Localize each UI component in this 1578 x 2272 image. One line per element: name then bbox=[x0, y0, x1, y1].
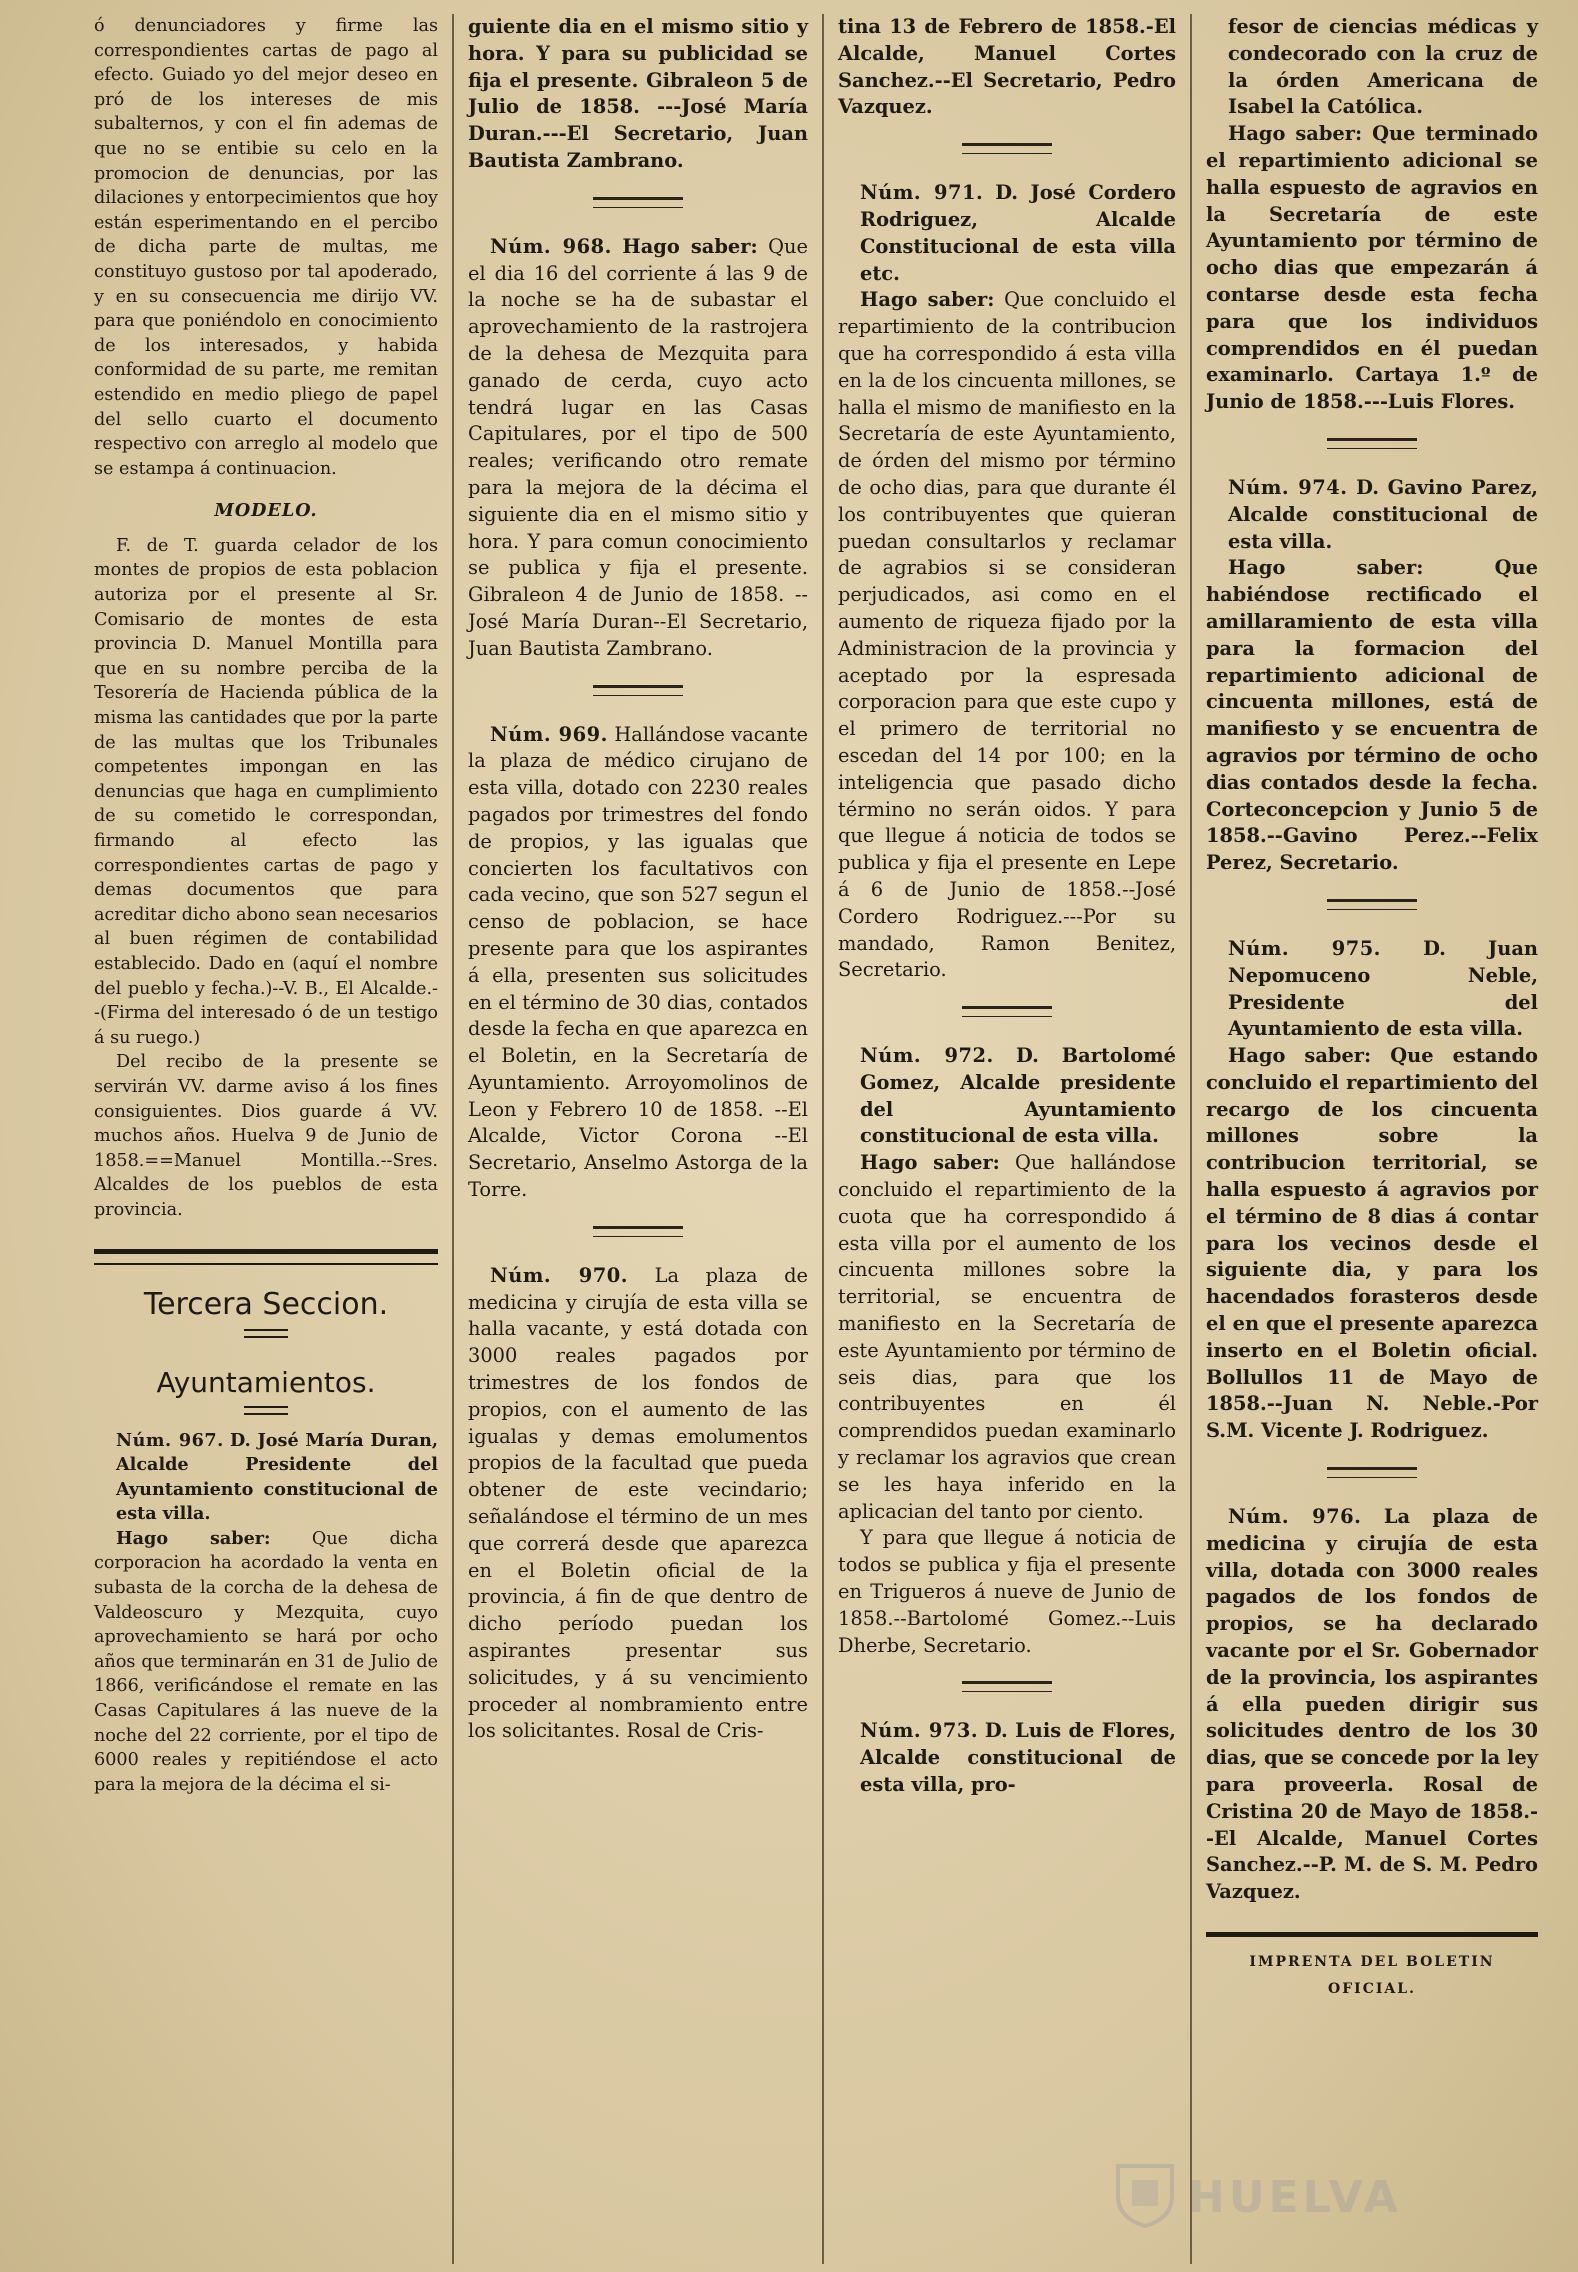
notice-976 bbox=[1206, 1504, 1538, 1906]
notice-number: Núm. 969. bbox=[490, 722, 608, 746]
notice-number: Núm. 971. bbox=[860, 181, 984, 205]
notice-number: Núm. 967. bbox=[116, 1429, 224, 1451]
separator bbox=[593, 1226, 683, 1237]
notice-issuer: D. Gavino Parez, Alcalde constitucional de esta villa. bbox=[1228, 475, 1538, 553]
hago-saber: Hago saber: bbox=[1228, 122, 1363, 146]
imprint: IMPRENTA DEL BOLETIN OFICIAL. bbox=[1206, 1932, 1538, 2003]
watermark-text: HUELVA bbox=[1188, 2172, 1402, 2223]
notice-number: Núm. 970. bbox=[490, 1263, 628, 1287]
section-title: Tercera Seccion. bbox=[143, 1286, 389, 1322]
hago-saber: Hago saber: bbox=[1228, 1044, 1372, 1068]
column-4 bbox=[1190, 14, 1552, 2264]
section-rule bbox=[94, 1249, 438, 1265]
separator bbox=[962, 143, 1052, 154]
notice-issuer: D. Juan Nepomuceno Neble, Presidente del Ayuntamiento de esta villa. bbox=[1228, 936, 1538, 1041]
notice-972 bbox=[838, 1043, 1176, 1659]
hago-saber: Hago saber: bbox=[860, 288, 995, 312]
separator bbox=[962, 1681, 1052, 1692]
notice-body: Que dicha corporacion ha acordado la venta en subasta de la corcha de la dehesa de Valdeoscuro y Mezquita, cuyo aprovechamiento se hará por ocho años que terminarán en 31 de Julio de 1866, verificándose el remate en las Casas Capitulares á las nueve de la noche del 22 corriente, por el tipo de 6000 reales y repitiéndose el acto para la mejora de la décima el si- bbox=[94, 1528, 439, 1795]
separator bbox=[593, 685, 683, 696]
notice-number: Núm. 968. bbox=[490, 234, 612, 258]
notice-number: Núm. 972. bbox=[860, 1044, 994, 1068]
notice-body: Que el dia 16 del corriente á las 9 de la noche se ha de subastar el aprovechamiento de la rastrojera de la dehesa de Mezquita para ganado de cerda, cuyo acto tendrá lugar en las Casas Capitulares, por el tipo de 500 reales; verificando otro remate para la mejora de la décima el siguiente dia en el mismo sitio y hora. Y para comun conocimiento se publica y fija el presente. Gibraleon 4 de Junio de 1858. --José María Duran--El Secretario, Juan Bautista Zambrano. bbox=[468, 234, 808, 660]
notice-968 bbox=[468, 234, 808, 663]
notice-issuer: D. José Cordero Rodriguez, Alcalde Constitucional de esta villa etc. bbox=[860, 181, 1176, 285]
double-rule bbox=[244, 1329, 288, 1338]
notice-issuer: D. José María Duran, Alcalde Presidente del Ayuntamiento constitucional de esta villa. bbox=[116, 1429, 439, 1525]
notice-body: Que hallándose concluido el repartimiento de la cuota que ha correspondido á esta villa por el aumento de los cincuenta millones sobre la territorial, se encuentra de manifiesto en la Secretaría de este Ayuntamiento por término de seis dias, para que los contribuyentes en él comprendidos puedan examinarlo y reclamar los agravios que crean se les haya inferido en la aplicacian del tanto por ciento. bbox=[838, 1151, 1176, 1523]
notice-body: La plaza de medicina y cirujía de esta villa se halla vacante, y está dotada con 3000 reales pagados por trimestres de los fondos de propios, con el aumento de las igualas y demas emolumentos propios de la facultad que pueda obtener de este vecindario; señalándose el término de un mes que correrá desde que aparezca en el Boletin oficial de la provincia, á fin de que dentro de dicho período puedan los aspirantes presentar sus solicitudes, y á su vencimiento proceder al nombramiento entre los solicitantes. Rosal de Cris- bbox=[468, 1263, 808, 1743]
notice-974 bbox=[1206, 475, 1538, 877]
notice-body: Que terminado el repartimiento adicional se halla espuesto de agravios en la Secretaría de este Ayuntamiento por término de ocho dias que empezarán á contarse desde esta fecha para que los individuos comprendidos en él puedan examinarlo. Cartaya 1.º de Junio de 1858.---Luis Flores. bbox=[1206, 122, 1538, 414]
notice-body-2: Y para que llegue á noticia de todos se publica y fija el presente en Trigueros á nueve de Junio de 1858.--Bartolomé Gomez.--Luis Dherbe, Secretario. bbox=[838, 1526, 1176, 1657]
column-3 bbox=[822, 14, 1190, 2264]
separator bbox=[962, 1006, 1052, 1017]
notice-number: Núm. 976. bbox=[1228, 1505, 1362, 1529]
subsection-title: Ayuntamientos. bbox=[156, 1365, 376, 1399]
continuation-text: fesor de ciencias médicas y condecorado con la cruz de la órden Americana de Isabel la Católica. bbox=[1228, 15, 1538, 119]
notice-973 bbox=[838, 1718, 1176, 1798]
continuation-text: tina 13 de Febrero de 1858.-El Alcalde, Manuel Cortes Sanchez.--El Secretario, Pedro Vazquez. bbox=[838, 15, 1176, 119]
separator bbox=[593, 197, 683, 208]
continuation-text: ó denunciadores y firme las correspondientes cartas de pago al efecto. Guiado yo del mejor deseo en pró de los intereses de mis subalternos, y con el fin ademas de que no se entibie su celo en la promocion de denuncias, por las dilaciones y entorpecimientos que hoy están esperimentando en el percibo de dicha parte de multas, me constituyo gustoso por tal apoderado, y en su consecuencia me dirijo VV. para que poniéndolo en conocimiento de los interesados, y habida conformidad de su parte, me remitan estendido en medio pliego de papel del sello cuarto el documento respectivo con arreglo al modelo que se estampa á continuacion. bbox=[94, 16, 438, 479]
double-rule bbox=[244, 1406, 288, 1415]
hago-saber: Hago saber: bbox=[622, 234, 758, 258]
closing-text: Del recibo de la presente se servirán VV. darme aviso á los fines consiguientes. Dios guarde á VV. muchos años. Huelva 9 de Junio de 1858.==Manuel Montilla.--Sres. Alcaldes de los pueblos de esta provincia. bbox=[94, 1052, 438, 1220]
shield-icon bbox=[1110, 2160, 1180, 2230]
columns bbox=[80, 14, 1564, 2264]
column-2 bbox=[452, 14, 822, 2264]
hago-saber: Hago saber: bbox=[1228, 556, 1424, 580]
notice-body: La plaza de medicina y cirujía de esta villa, dotada con 3000 reales pagados de los fondos de propios, se ha declarado vacante por el Sr. Gobernador de la provincia, los aspirantes á ella pueden dirigir sus solicitudes dentro de los 30 dias, que se concede por la ley para proveerla. Rosal de Cristina 20 de Mayo de 1858.--El Alcalde, Manuel Cortes Sanchez.--P. M. de S. M. Pedro Vazquez. bbox=[1206, 1505, 1538, 1904]
notice-970 bbox=[468, 1263, 808, 1745]
notice-number: Núm. 975. bbox=[1228, 936, 1381, 960]
notice-issuer: D. Luis de Flores, Alcalde constitucional de esta villa, pro- bbox=[860, 1719, 1176, 1797]
column-1 bbox=[80, 14, 452, 2264]
model-title: MODELO. bbox=[214, 500, 318, 522]
model-text: F. de T. guarda celador de los montes de propios de esta poblacion autoriza por el presente al Sr. Comisario de montes de esta provincia D. Manuel Montilla para que en su nombre perciba de la Tesorería de Hacienda pública de la misma las cantidades que por la parte de las multas que los Tribunales competentes impongan en las denuncias que haga en cumplimiento de su cometido le correspondan, firmando al efecto las correspondientes cartas de pago y demas documentos que para acreditar dicho abono sean necesarios al buen régimen de contabilidad establecido. Dado en (aquí el nombre del pueblo y fecha.)--V. B., El Alcalde.--(Firma del interesado ó de un testigo á su ruego.) bbox=[94, 535, 438, 1048]
separator bbox=[1327, 438, 1417, 449]
hago-saber: Hago saber: bbox=[860, 1151, 1000, 1175]
notice-issuer: D. Bartolomé Gomez, Alcalde presidente del Ayuntamiento constitucional de esta villa. bbox=[860, 1044, 1177, 1148]
notice-969 bbox=[468, 722, 808, 1204]
notice-body: Que estando concluido el repartimiento del recargo de los cincuenta millones sobre la contribucion territorial, se halla espuesto á agravios por el término de 8 dias á contar para los vecinos desde el siguiente dia, y para los hacendados forasteros desde el en que el presente aparezca inserto en el Boletin oficial. Bollullos 11 de Mayo de 1858.--Juan N. Neble.-Por S.M. Vicente J. Rodriguez. bbox=[1206, 1044, 1538, 1443]
notice-body: Que habiéndose rectificado el amillaramiento de esta villa para la formacion del repartimiento adicional de cincuenta millones, está de manifiesto y se encuentra de agravios por término de ocho dias contados desde la fecha. Corteconcepcion y Junio 5 de 1858.--Gavino Perez.--Felix Perez, Secretario. bbox=[1206, 556, 1538, 875]
notice-body: Que concluido el repartimiento de la contribucion que ha correspondido á esta villa en la de los cincuenta millones, se halla el mismo de manifiesto en la Secretaría de este Ayuntamiento, de órden del mismo por término de ocho dias, para que durante él los contribuyentes que quieran puedan consultarlos y reclamar de agrabios si se consideran perjudicados, asi como en el aumento de riqueza fijado por la Administracion de la provincia y aceptado por la espresada corporacion para que este cupo y el primero de territorial no escedan del 14 por 100; en la inteligencia que pasado dicho término no serán oidos. Y para que llegue á noticia de todos se publica y fija el presente en Lepe á 6 de Junio de 1858.--José Cordero Rodriguez.---Por su mandado, Ramon Benitez, Secretario. bbox=[838, 288, 1176, 982]
notice-body: Hallándose vacante la plaza de médico cirujano de esta villa, dotado con 2230 reales pagados por trimestres del fondo de propios, y las igualas que concierten los facultativos con cada vecino, que son 527 segun el censo de poblacion, se hace presente para que los aspirantes á ella, presenten sus solicitudes en el término de 30 dias, contados desde la fecha en que aparezca en el Boletin, en la Secretaría de Ayuntamiento. Arroyomolinos de Leon y Febrero 10 de 1858. --El Alcalde, Victor Corona --El Secretario, Anselmo Astorga de la Torre. bbox=[468, 722, 808, 1202]
continuation-text: guiente dia en el mismo sitio y hora. Y para su publicidad se fija el presente. Gibraleon 5 de Julio de 1858. ---José María Duran.---El Secretario, Juan Bautista Zambrano. bbox=[468, 15, 808, 172]
hago-saber: Hago saber: bbox=[116, 1527, 271, 1549]
notice-971 bbox=[838, 180, 1176, 984]
notice-number: Núm. 973. bbox=[860, 1719, 979, 1743]
separator bbox=[1327, 1467, 1417, 1478]
notice-967 bbox=[94, 1429, 438, 1798]
notice-975 bbox=[1206, 936, 1538, 1445]
notice-number: Núm. 974. bbox=[1228, 475, 1348, 499]
separator bbox=[1327, 899, 1417, 910]
